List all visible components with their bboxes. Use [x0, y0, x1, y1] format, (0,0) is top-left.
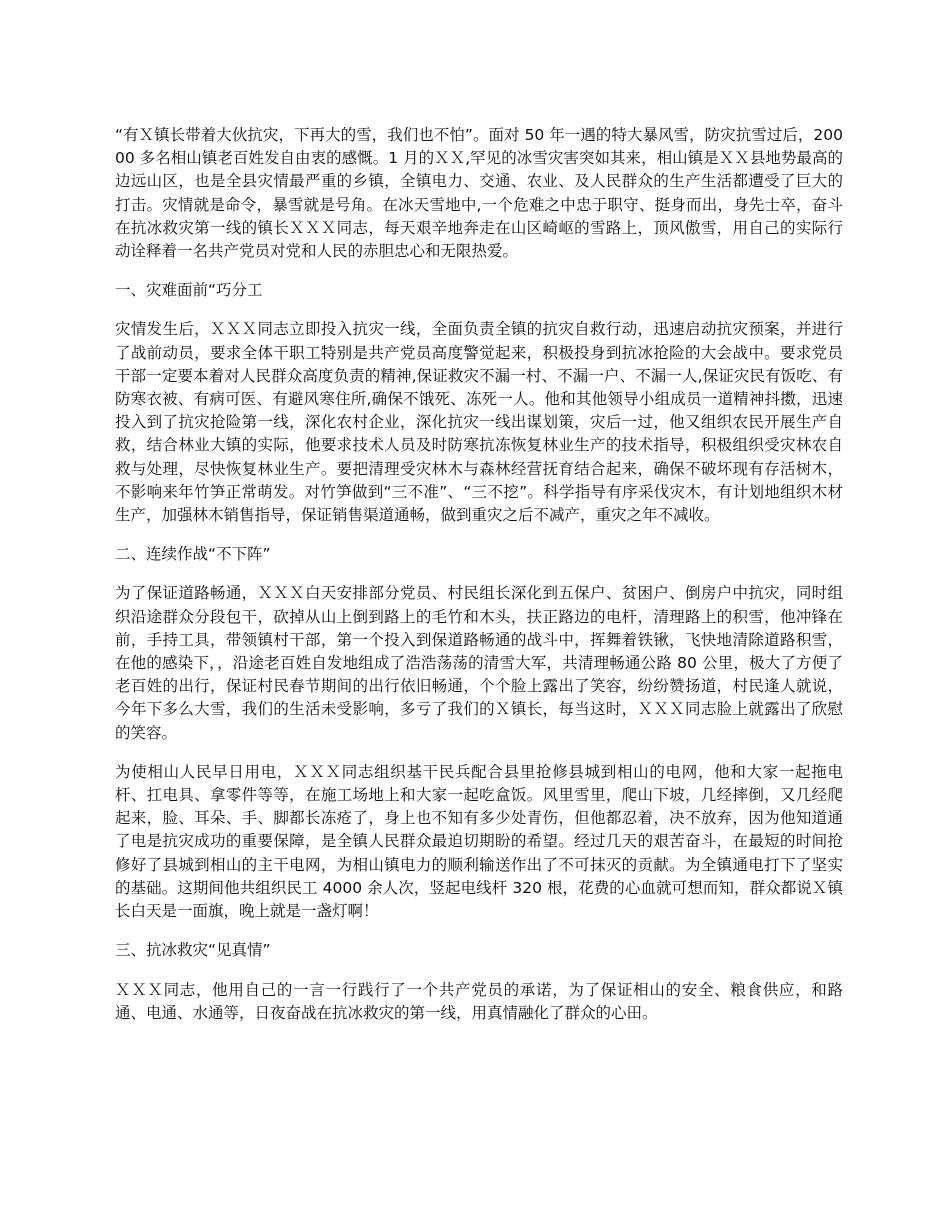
intro-paragraph: “有Ｘ镇长带着大伙抗灾，下再大的雪，我们也不怕”。面对 50 年一遇的特大暴风雪，防灾抗雪过后，20000 多名相山镇老百姓发自由衷的感慨。1 月的ＸＸ,罕见的冰雪灾害突如其来，相山镇是ＸＸ县地势最高的边远山区，也是全县灾情最严重的乡镇，全镇电力、交通、农业、及人民群众的生产生活都遭受了巨大的打击。灾情就是命令，暴雪就是号角。在冰天雪地中,一个危难之中忠于职守、挺身而出，身先士卒，奋斗在抗冰救灾第一线的镇长ＸＸＸ同志，每天艰辛地奔走在山区崎岖的雪路上，顶风傲雪，用自己的实际行动诠释着一名共产党员对党和人民的赤胆忠心和无限热爱。: [115, 126, 843, 261]
section-1-paragraph: 灾情发生后，ＸＸＸ同志立即投入抗灾一线，全面负责全镇的抗灾自救行动，迅速启动抗灾预案，并进行了战前动员，要求全体干职工特别是共产党员高度警觉起来，积极投身到抗冰抢险的大会战中。要求党员干部一定要本着对人民群众高度负责的精神,保证救灾不漏一村、不漏一户、不漏一人,保证灾民有饭吃、有防寒衣被、有病可医、有避风寒住所,确保不饿死、冻死一人。他和其他领导小组成员一道精神抖擞，迅速投入到了抗灾抢险第一线，深化农村企业，深化抗灾一线出谋划策，灾后一过，他又组织农民开展生产自救，结合林业大镇的实际，他要求技术人员及时防寒抗冻恢复林业生产的技术指导，积极组织受灾林农自救与处理，尽快恢复林业生产。要把清理受灾林木与森林经营抚育结合起来，确保不破坏现有存活树木，不影响来年竹笋正常萌发。对竹笋做到“三不准”、“三不挖”。科学指导有序采伐灾木，有计划地组织木材生产，加强林木销售指导，保证销售渠道通畅，做到重灾之后不减产，重灾之年不减收。: [115, 320, 843, 525]
section-heading-3: 三、抗冰救灾“见真情”: [115, 941, 271, 960]
section-3-paragraph: ＸＸＸ同志，他用自己的一言一行践行了一个共产党员的承诺，为了保证相山的安全、粮食供应，和路通、电通、水通等，日夜奋战在抗冰救灾的第一线，用真情融化了群众的心田。: [115, 980, 843, 1022]
section-heading-2: 二、连续作战“不下阵”: [115, 545, 271, 564]
document-body: [115, 124, 843, 1041]
section-2-paragraph-1: 为了保证道路畅通，ＸＸＸ白天安排部分党员、村民组长深化到五保户、贫困户、倒房户中抗灾，同时组织沿途群众分段包干，砍掉从山上倒到路上的毛竹和木头，扶正路边的电杆，清理路上的积雪，他冲锋在前，手持工具，带领镇村干部，第一个投入到保道路畅通的战斗中，挥舞着铁锹，飞快地清除道路积雪，在他的感染下，，沿途老百姓自发地组成了浩浩荡荡的清雪大军，共清理畅通公路 80 公里，极大了方便了老百姓的出行，保证村民春节期间的出行依旧畅通，个个脸上露出了笑容，纷纷赞扬道，村民逢人就说，今年下多么大雪，我们的生活未受影响，多亏了我们的Ｘ镇长，每当这时，ＸＸＸ同志脸上就露出了欣慰的笑容。: [115, 584, 843, 742]
section-heading-1: 一、灾难面前“巧分工: [115, 281, 263, 300]
section-2-paragraph-2: 为使相山人民早日用电，ＸＸＸ同志组织基干民兵配合县里抢修县城到相山的电网，他和大家一起拖电杆、扛电具、拿零件等等，在施工场地上和大家一起吃盒饭。风里雪里，爬山下坡，几经摔倒，又几经爬起来，脸、耳朵、手、脚都长冻疮了，身上也不知有多少处青伤，但他都忍着，决不放弃，因为他知道通了电是抗灾成功的重要保障，是全镇人民群众最迫切期盼的希望。经过几天的艰苦奋斗，在最短的时间抢修好了县城到相山的主干电网，为相山镇电力的顺利输送作出了不可抹灭的贡献。为全镇通电打下了坚实的基础。这期间他共组织民工 4000 余人次，竖起电线杆 320 根，花费的心血就可想而知，群众都说Ｘ镇长白天是一面旗，晚上就是一盏灯啊！: [115, 762, 843, 921]
